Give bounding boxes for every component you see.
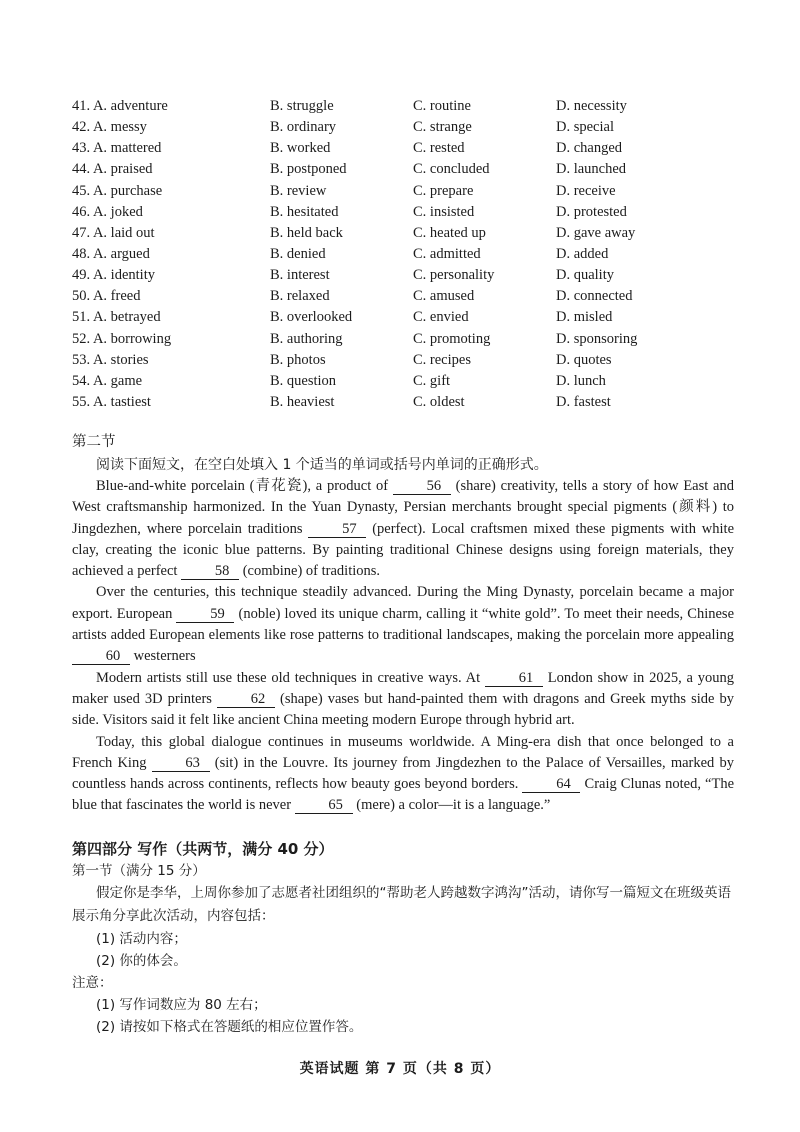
- option-d: D. added: [556, 245, 609, 262]
- option-a: 46. A. joked: [72, 203, 143, 220]
- option-d: D. launched: [556, 161, 627, 178]
- section-heading: 第一节（满分 15 分）: [72, 863, 206, 879]
- choice-row-54: [72, 371, 692, 392]
- option-d: D. protested: [556, 203, 627, 220]
- option-b: B. review: [270, 182, 327, 199]
- option-a: 44. A. praised: [72, 161, 153, 178]
- choice-table: [72, 96, 692, 413]
- option-d: D. special: [556, 119, 614, 136]
- passage-text: (sit) in the Louvre. Its journey from Jingdezhen to the Palace of Versailles, marked by countless hands across continents, reflects how beauty goes beyond borders.: [72, 754, 734, 793]
- option-d: D. misled: [556, 309, 613, 326]
- option-c: C. oldest: [413, 393, 465, 410]
- writing-part: [72, 838, 734, 1038]
- passage-text: (share) creativity, tells a story of how East and West craftsmanship harmonized. In the Yuan Dynasty, Persian merchants brought special pigments (颜料) to Jingdezhen, where porcelain traditions: [72, 478, 734, 537]
- choice-row-51: [72, 307, 692, 328]
- option-b: B. struggle: [270, 98, 334, 114]
- option-d: D. quality: [556, 267, 614, 284]
- note-item: (1) 写作词数应为 80 左右；: [96, 997, 267, 1013]
- option-d: D. sponsoring: [556, 330, 638, 347]
- option-c: C. admitted: [413, 245, 481, 262]
- choice-row-45: [72, 181, 692, 202]
- option-a: 45. A. purchase: [72, 182, 163, 199]
- option-b: B. denied: [270, 245, 326, 262]
- option-a: 53. A. stories: [72, 351, 149, 368]
- passage-text: (perfect). Local craftsmen mixed these pigments with white clay, creating the iconic blue patterns. By painting traditional Chinese designs using foreign materials, they achieved a perfect: [72, 520, 735, 580]
- option-a: 54. A. game: [72, 372, 143, 389]
- section-heading: 第二节: [72, 434, 116, 450]
- option-a: 42. A. messy: [72, 119, 147, 136]
- option-b: B. question: [270, 372, 337, 389]
- choice-row-41: [72, 96, 692, 117]
- option-d: D. quotes: [556, 351, 612, 368]
- option-c: C. concluded: [413, 161, 490, 178]
- task-item: (1) 活动内容；: [96, 931, 187, 947]
- blank-60[interactable]: 60: [72, 648, 130, 665]
- passage-paragraph-3: [72, 668, 734, 732]
- option-b: B. relaxed: [270, 288, 330, 305]
- blank-62[interactable]: 62: [217, 691, 275, 708]
- blank-56[interactable]: 56: [393, 478, 451, 495]
- option-b: B. held back: [270, 224, 343, 241]
- page-footer: 英语试题 第 7 页（共 8 页）: [299, 1061, 501, 1077]
- passage-text: London show in 2025, a young maker used 3D printers: [72, 669, 734, 707]
- option-d: D. fastest: [556, 393, 611, 410]
- passage-text: Over the centuries, this technique steadily advanced. During the Ming Dynasty, porcelain became a major export. European: [72, 584, 734, 622]
- blank-59[interactable]: 59: [176, 606, 234, 623]
- option-c: C. amused: [413, 288, 475, 305]
- passage-text: Modern artists still use these old techniques in creative ways. At: [96, 669, 485, 686]
- option-d: D. gave away: [556, 224, 636, 241]
- option-c: C. routine: [413, 98, 471, 114]
- option-d: D. connected: [556, 288, 633, 305]
- option-c: C. prepare: [413, 182, 474, 199]
- option-c: C. heated up: [413, 224, 486, 241]
- option-b: B. authoring: [270, 330, 343, 347]
- choice-row-42: [72, 117, 692, 138]
- reading-passage: [72, 476, 734, 817]
- option-b: B. heaviest: [270, 393, 335, 410]
- option-d: D. changed: [556, 140, 623, 157]
- option-b: B. postponed: [270, 161, 347, 178]
- option-c: C. recipes: [413, 351, 471, 368]
- choice-row-47: [72, 223, 692, 244]
- option-a: 43. A. mattered: [72, 140, 162, 157]
- passage-paragraph-4: [72, 732, 734, 817]
- option-c: C. promoting: [413, 330, 491, 347]
- option-a: 48. A. argued: [72, 245, 150, 262]
- blank-57[interactable]: 57: [308, 521, 366, 538]
- option-c: C. personality: [413, 267, 495, 284]
- option-d: D. lunch: [556, 372, 606, 389]
- passage-text: (mere) a color—it is a language.”: [352, 797, 551, 814]
- passage-text: (combine) of traditions.: [239, 563, 381, 580]
- choice-row-48: [72, 244, 692, 265]
- blank-63[interactable]: 63: [152, 755, 210, 772]
- option-b: B. hesitated: [270, 203, 339, 220]
- passage-text: (noble) loved its unique charm, calling it “white gold”. To meet their needs, Chinese artists added European elements like rose patterns to traditional landscapes, making the porcelain more appealing: [72, 605, 735, 644]
- option-c: C. rested: [413, 140, 465, 157]
- option-b: B. ordinary: [270, 119, 337, 136]
- option-d: D. receive: [556, 182, 616, 199]
- passage-text: westerners: [130, 648, 196, 665]
- option-a: 49. A. identity: [72, 267, 155, 284]
- option-c: C. insisted: [413, 203, 475, 220]
- option-c: C. envied: [413, 309, 469, 326]
- section-instruction: 阅读下面短文，在空白处填入 1 个适当的单词或括号内单词的正确形式。: [96, 457, 548, 473]
- option-d: D. necessity: [556, 98, 627, 114]
- part-heading: 第四部分 写作（共两节，满分 40 分）: [72, 840, 334, 858]
- option-a: 50. A. freed: [72, 288, 141, 305]
- option-b: B. overlooked: [270, 309, 353, 326]
- option-a: 55. A. tastiest: [72, 393, 151, 410]
- passage-text: (shape) vases but hand-painted them with dragons and Greek myths side by side. Visitors said it felt like ancient China meeting modern Europe through hybrid art.: [72, 690, 734, 729]
- option-a: 47. A. laid out: [72, 224, 155, 241]
- choice-row-49: [72, 265, 692, 286]
- note-label: 注意：: [72, 975, 113, 991]
- option-c: C. strange: [413, 119, 472, 136]
- note-item: (2) 请按如下格式在答题纸的相应位置作答。: [96, 1019, 363, 1035]
- blank-61[interactable]: 61: [485, 670, 543, 687]
- passage-paragraph-1: [72, 476, 734, 582]
- writing-task: 假定你是李华，上周你参加了志愿者社团组织的“帮助老人跨越数字鸿沟”活动，请你写一篇短文在班级英语展示角分享此次活动，内容包括：: [72, 885, 731, 924]
- option-b: B. photos: [270, 351, 326, 368]
- passage-text: Blue-and-white porcelain (青花瓷), a product of: [96, 478, 393, 494]
- passage-paragraph-2: [72, 582, 734, 667]
- option-a: 52. A. borrowing: [72, 330, 172, 347]
- option-c: C. gift: [413, 372, 451, 389]
- passage-text: Today, this global dialogue continues in museums worldwide. A Ming-era dish that once belonged to a French King: [72, 733, 734, 771]
- blank-64[interactable]: 64: [522, 776, 580, 793]
- option-b: B. interest: [270, 267, 330, 284]
- choice-row-55: [72, 392, 692, 413]
- blank-58[interactable]: 58: [181, 563, 239, 580]
- option-a: 41. A. adventure: [72, 98, 168, 114]
- passage-text: Craig Clunas noted, “The blue that fascinates the world is never: [72, 776, 734, 814]
- option-a: 51. A. betrayed: [72, 309, 161, 326]
- choice-row-43: [72, 138, 692, 159]
- choice-row-50: [72, 286, 692, 307]
- choice-row-46: [72, 202, 692, 223]
- choice-row-44: [72, 159, 692, 180]
- option-b: B. worked: [270, 140, 331, 157]
- choice-row-52: [72, 329, 692, 350]
- task-item: (2) 你的体会。: [96, 953, 187, 969]
- choice-row-53: [72, 350, 692, 371]
- blank-65[interactable]: 65: [295, 797, 353, 814]
